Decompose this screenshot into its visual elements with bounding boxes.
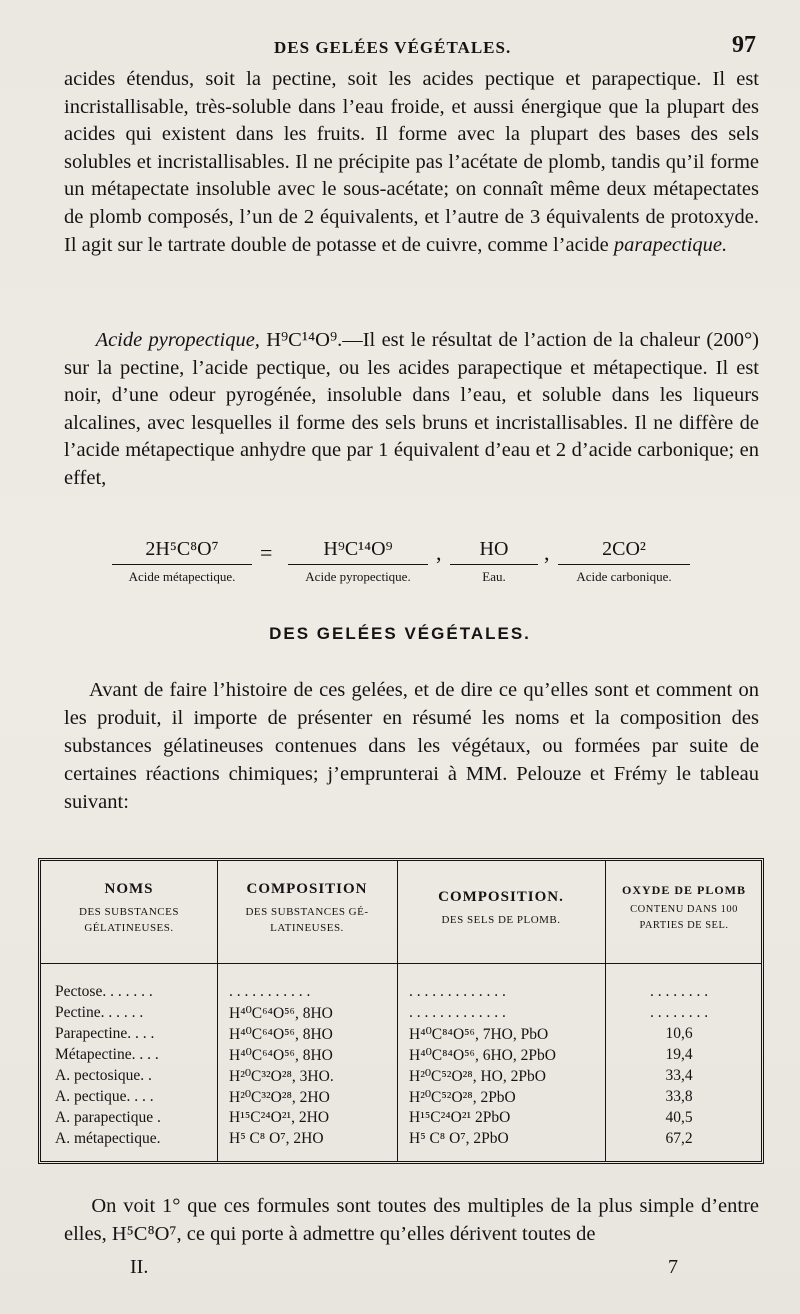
signature-number: 7 xyxy=(668,1256,678,1278)
oxide-value: . . . . . . . . xyxy=(649,983,709,1000)
header-subtitle: DES SUBSTANCES GÉLATINEUSES. xyxy=(79,906,179,934)
equation-formula: H⁹C¹⁴O⁹ xyxy=(288,538,428,565)
header-subtitle: DES SUBSTANCES GÉ-LATINEUSES. xyxy=(245,906,369,934)
running-title: DES GELÉES VÉGÉTALES. xyxy=(274,38,512,57)
header-oxyde xyxy=(609,883,759,934)
salt-composition: . . . . . . . . . . . . . xyxy=(409,983,506,1000)
salt-composition: . . . . . . . . . . . . . xyxy=(409,1004,506,1021)
table-row xyxy=(41,1004,761,1025)
substance-composition: H²⁰C³²O²⁸, 2HO xyxy=(229,1089,330,1106)
header-composition xyxy=(221,881,393,936)
substance-name: Parapectine. . . . xyxy=(55,1025,155,1042)
equation-formula: HO xyxy=(450,538,538,565)
equation-label: Acide métapectique. xyxy=(128,569,236,584)
salt-composition: H⁴⁰C⁸⁴O⁵⁶, 6HO, 2PbO xyxy=(409,1047,556,1064)
table-row xyxy=(41,983,761,1004)
equation-label: Acide pyropectique. xyxy=(305,569,411,584)
header-title: NOMS xyxy=(104,881,154,897)
equation-term-2 xyxy=(288,538,428,585)
header-title: COMPOSITION. xyxy=(438,889,564,905)
equals-sign: = xyxy=(260,540,273,565)
header-subtitle: DES SELS DE PLOMB. xyxy=(441,914,561,926)
intro-text: Avant de faire l’histoire de ces gelées, et de dire ce qu’elles sont et comment on les produit, il importe de présenter en résumé les noms et la composition des substances gélatineuses contenues dans les végétaux, ou formées par suite de certaines réactions chimiques; j’emprunterai à MM. Pelouze et Frémy le tableau suivant: xyxy=(64,679,760,813)
composition-table xyxy=(38,858,764,1164)
substance-name: A. métapectique. xyxy=(55,1130,161,1147)
table-row xyxy=(41,1088,761,1109)
page-header xyxy=(64,30,764,60)
comma-sign: , xyxy=(544,540,550,565)
header-divider xyxy=(41,963,761,964)
substance-name: Pectose. . . . . . . xyxy=(55,983,153,1000)
substance-name: A. parapectique . xyxy=(55,1109,161,1126)
table-row xyxy=(41,1046,761,1067)
equation-label: Eau. xyxy=(482,569,506,584)
substance-composition: H¹⁵C²⁴O²¹, 2HO xyxy=(229,1109,330,1126)
substance-composition: H⁵ C⁸ O⁷, 2HO xyxy=(229,1130,324,1147)
equation-term-1 xyxy=(112,538,252,585)
header-noms xyxy=(45,881,213,936)
substance-composition: H⁴⁰C⁶⁴O⁵⁶, 8HO xyxy=(229,1047,333,1064)
signature-mark: II. xyxy=(130,1256,149,1278)
header-title: COMPOSITION xyxy=(246,881,368,897)
oxide-value: 10,6 xyxy=(665,1025,693,1042)
pyropectique-text: —Il est le résultat de l’action de la chaleur (200°) sur la pectine, l’acide pectique, ou les acides parapectique et métapectique. Il est noir, d’une odeur pyrogénée, insoluble dans l’eau, et soluble dans les liqueurs alcalines, avec lesquelles il forme des sels bruns et incristallisables. Il ne diffère de l’acide métapectique anhydre que par 1 équivalent d’eau et 2 d’acide carbonique; en effet, xyxy=(64,329,759,489)
oxide-value: 67,2 xyxy=(665,1130,693,1147)
equation-formula: 2H⁵C⁸O⁷ xyxy=(112,538,252,565)
equation-formula: 2CO² xyxy=(558,538,690,565)
substance-composition: H²⁰C³²O²⁸, 3HO. xyxy=(229,1068,334,1085)
oxide-value: 33,4 xyxy=(665,1067,693,1084)
oxide-value: 40,5 xyxy=(665,1109,693,1126)
header-title: OXYDE DE PLOMB xyxy=(621,883,746,897)
salt-composition: H⁴⁰C⁸⁴O⁵⁶, 7HO, PbO xyxy=(409,1026,549,1043)
paragraph1-text: acides étendus, soit la pectine, soit les acides pectique et parapectique. Il est incristallisable, très-soluble dans l’eau froide, et aussi énergique que la plupart des acides qui existent dans les fruits. Il forme avec la plupart des bases des sels solubles et incristallisables. Il ne précipite pas l’acétate de plomb, tandis qu’il forme un métapectate insoluble avec le sous-acétate; on connaît même deux métapectates de plomb composés, l’un de 2 équivalents, et l’autre de 3 équivalents de protoxyde. Il agit sur le tartrate double de potasse et de cuivre, comme l’acide xyxy=(64,68,759,256)
paragraph-continuation xyxy=(64,66,759,259)
substance-composition: . . . . . . . . . . . xyxy=(229,983,311,1000)
table-row xyxy=(41,1130,761,1151)
comma-sign: , xyxy=(436,540,442,565)
equation-label: Acide carbonique. xyxy=(576,569,672,584)
paragraph-pyropectique xyxy=(64,327,759,493)
substance-name: A. pectique. . . . xyxy=(55,1088,154,1105)
substance-name: Pectine. . . . . . xyxy=(55,1004,144,1021)
salt-composition: H²⁰C⁵²O²⁸, 2PbO xyxy=(409,1089,516,1106)
conclusion-text: On voit 1° que ces formules sont toutes des multiples de la plus simple d’entre elles, H⁵C⁸O⁷, ce qui porte à admettre qu’elles dérivent toutes de xyxy=(64,1195,760,1245)
paragraph-conclusion xyxy=(64,1192,759,1248)
equation-term-3 xyxy=(450,538,538,585)
oxide-value: . . . . . . . . xyxy=(649,1004,709,1021)
substance-composition: H⁴⁰C⁶⁴O⁵⁶, 8HO xyxy=(229,1005,333,1022)
pyropectique-formula: H⁹C¹⁴O⁹. xyxy=(266,329,343,351)
pyropectique-lead: Acide pyropectique, xyxy=(95,329,260,351)
salt-composition: H⁵ C⁸ O⁷, 2PbO xyxy=(409,1130,509,1147)
substance-name: Métapectine. . . . xyxy=(55,1046,159,1063)
section-title: DES GELÉES VÉGÉTALES. xyxy=(269,624,531,643)
paragraph-intro xyxy=(64,676,759,816)
substance-composition: H⁴⁰C⁶⁴O⁵⁶, 8HO xyxy=(229,1026,333,1043)
table-row xyxy=(41,1109,761,1130)
salt-composition: H²⁰C⁵²O²⁸, HO, 2PbO xyxy=(409,1068,546,1085)
salt-composition: H¹⁵C²⁴O²¹ 2PbO xyxy=(409,1109,511,1126)
header-composition-sels xyxy=(401,889,601,928)
table-row xyxy=(41,1025,761,1046)
paragraph1-italic-end: parapectique. xyxy=(613,233,728,256)
chemical-equation xyxy=(100,538,740,598)
substance-name: A. pectosique. . xyxy=(55,1067,152,1084)
oxide-value: 33,8 xyxy=(665,1088,693,1105)
page-number: 97 xyxy=(732,32,756,58)
equation-term-4 xyxy=(558,538,690,585)
table-row xyxy=(41,1067,761,1088)
oxide-value: 19,4 xyxy=(665,1046,693,1063)
header-subtitle: CONTENU DANS 100 PARTIES DE SEL. xyxy=(630,904,738,931)
